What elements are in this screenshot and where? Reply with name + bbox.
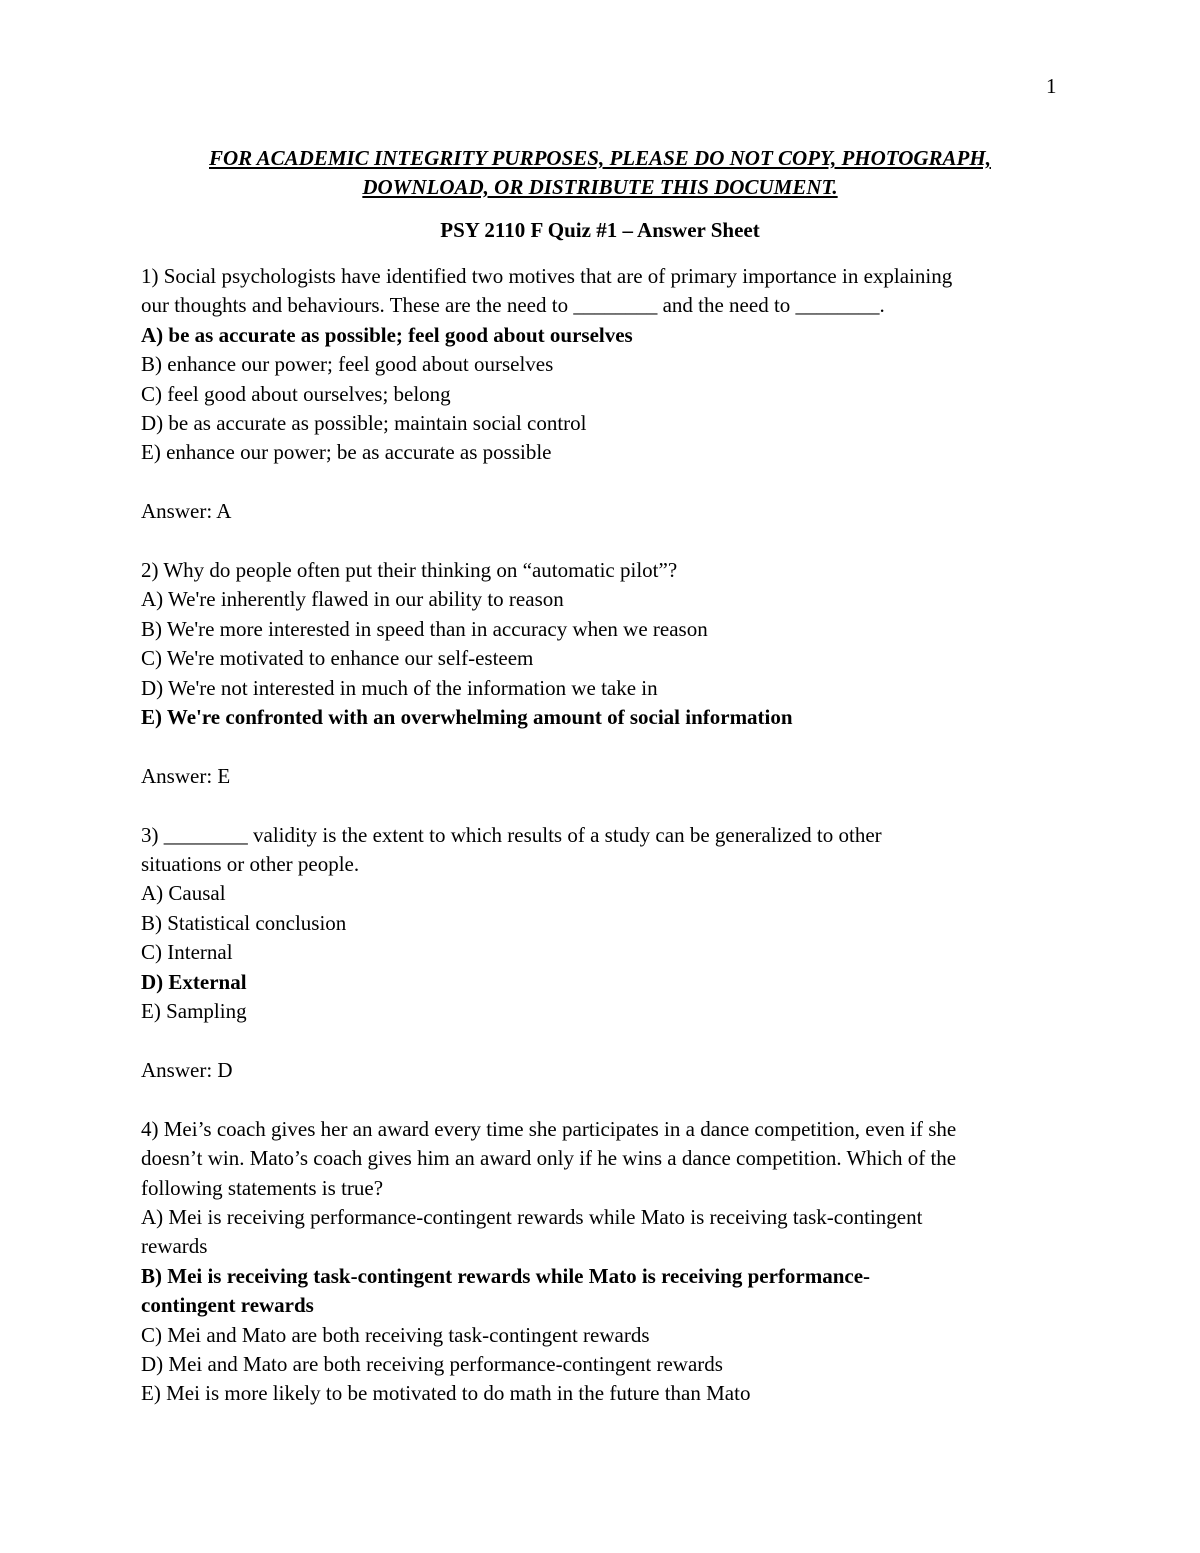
quiz-content [141, 262, 1071, 1409]
correct-option: contingent rewards [141, 1293, 314, 1318]
answer-option: B) We're more interested in speed than in accuracy when we reason [141, 616, 708, 641]
answer-option: D) Mei and Mato are both receiving performance-contingent rewards [141, 1351, 723, 1376]
answer-option: A) We're inherently flawed in our ability to reason [141, 587, 564, 612]
question-2 [141, 556, 1071, 821]
question-stem-line: 1) Social psychologists have identified two motives that are of primary importance in explaining [141, 264, 953, 288]
warning-line-2: DOWNLOAD, OR DISTRIBUTE THIS DOCUMENT. [362, 175, 838, 199]
question-stem-line: 3) ________ validity is the extent to which results of a study can be generalized to other [141, 822, 882, 847]
answer-option: E) Mei is more likely to be motivated to do math in the future than Mato [141, 1381, 751, 1406]
question-stem-line: situations or other people. [141, 852, 360, 877]
question-3 [141, 821, 1071, 1115]
answer-key: Answer: A [141, 499, 232, 524]
answer-option: E) enhance our power; be as accurate as possible [141, 440, 552, 465]
answer-option: C) We're motivated to enhance our self-esteem [141, 646, 534, 671]
correct-option: D) External [141, 969, 247, 994]
question-stem-line: following statements is true? [141, 1175, 384, 1200]
answer-key: Answer: D [141, 1057, 233, 1082]
answer-key: Answer: E [141, 763, 231, 788]
answer-option: C) feel good about ourselves; belong [141, 381, 451, 406]
answer-option: A) Mei is receiving performance-contingent rewards while Mato is receiving task-contingent [141, 1204, 923, 1229]
question-stem-line: 2) Why do people often put their thinking on “automatic pilot”? [141, 558, 678, 583]
question-stem-line: our thoughts and behaviours. These are the need to ________ and the need to ________. [141, 293, 885, 318]
answer-option: B) Statistical conclusion [141, 910, 347, 935]
page-title: PSY 2110 F Quiz #1 – Answer Sheet [440, 218, 760, 242]
correct-option: B) Mei is receiving task-contingent rewards while Mato is receiving performance- [141, 1263, 871, 1288]
warning-line-1: FOR ACADEMIC INTEGRITY PURPOSES, PLEASE DO NOT COPY, PHOTOGRAPH, [209, 146, 991, 170]
answer-option: C) Internal [141, 940, 233, 965]
academic-integrity-warning [100, 144, 1100, 202]
question-1 [141, 262, 1071, 556]
question-4 [141, 1115, 1071, 1409]
correct-option: A) be as accurate as possible; feel good about ourselves [141, 322, 633, 347]
answer-option: C) Mei and Mato are both receiving task-contingent rewards [141, 1322, 650, 1347]
page-number: 1 [1046, 74, 1057, 98]
answer-option: E) Sampling [141, 999, 247, 1024]
answer-option: D) be as accurate as possible; maintain social control [141, 411, 587, 436]
correct-option: E) We're confronted with an overwhelming amount of social information [141, 705, 793, 730]
question-stem-line: 4) Mei’s coach gives her an award every time she participates in a dance competition, even if she [141, 1116, 957, 1141]
question-stem-line: doesn’t win. Mato’s coach gives him an award only if he wins a dance competition. Which of the [141, 1146, 957, 1171]
answer-option: rewards [141, 1234, 208, 1259]
answer-option: D) We're not interested in much of the information we take in [141, 675, 658, 700]
answer-option: B) enhance our power; feel good about ourselves [141, 352, 554, 377]
answer-option: A) Causal [141, 881, 226, 906]
